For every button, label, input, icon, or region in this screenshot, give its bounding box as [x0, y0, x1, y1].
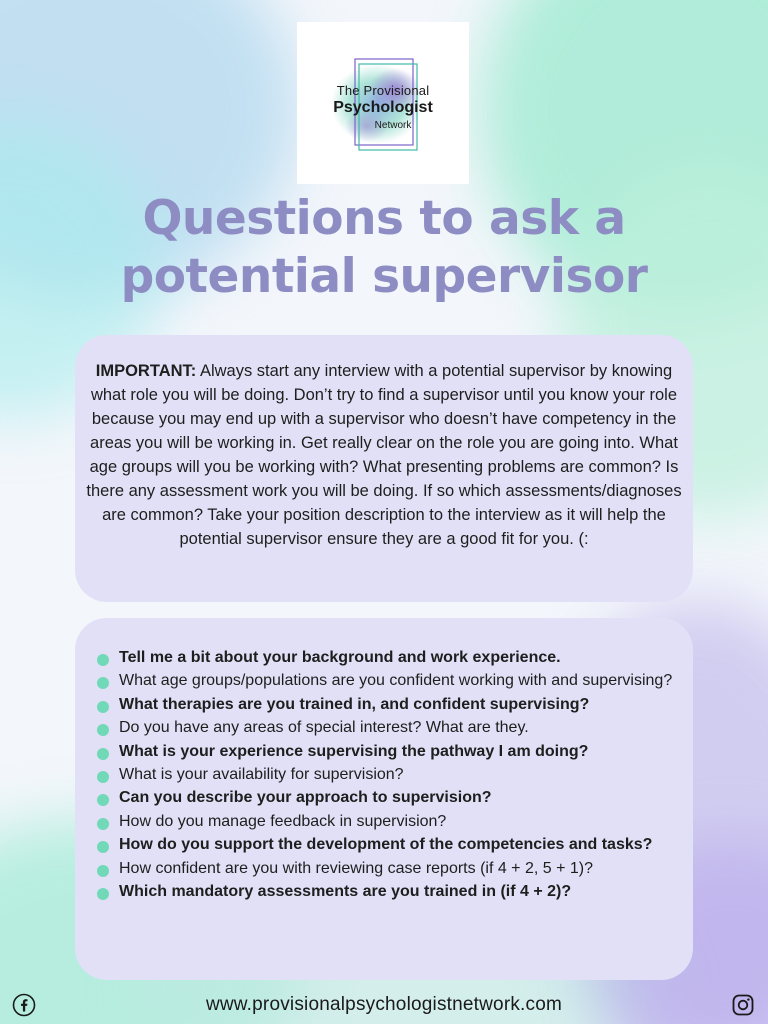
bullet-dot-icon	[97, 818, 109, 830]
question-text: How do you support the development of the competencies and tasks?	[119, 836, 653, 854]
question-text: How do you manage feedback in supervision?	[119, 812, 447, 830]
important-label: IMPORTANT:	[95, 362, 197, 380]
title-line-1: Questions to ask a	[142, 191, 626, 246]
question-text: How confident are you with reviewing case reports (if 4 + 2, 5 + 1)?	[119, 859, 594, 877]
question-text: Do you have any areas of special interest? What are they.	[119, 719, 529, 737]
questions-panel	[75, 618, 693, 980]
question-item	[97, 810, 683, 833]
bullet-dot-icon	[97, 865, 109, 877]
questions-list	[75, 618, 693, 903]
bullet-dot-icon	[97, 771, 109, 783]
bullet-dot-icon	[97, 794, 109, 806]
question-item	[97, 646, 683, 669]
question-item	[97, 857, 683, 880]
title-line-2: potential supervisor	[120, 249, 648, 304]
bullet-dot-icon	[97, 701, 109, 713]
question-item	[97, 716, 683, 739]
bullet-dot-icon	[97, 724, 109, 736]
bullet-dot-icon	[97, 888, 109, 900]
question-item	[97, 693, 683, 716]
question-text: Can you describe your approach to supervision?	[119, 789, 492, 807]
logo-line-1: The Provisional	[336, 83, 430, 98]
important-note-panel	[75, 335, 693, 602]
important-note	[75, 335, 693, 551]
question-item	[97, 763, 683, 786]
bullet-dot-icon	[97, 677, 109, 689]
logo-line-3: Network	[374, 120, 412, 131]
bullet-dot-icon	[97, 841, 109, 853]
page-title	[0, 190, 768, 306]
website-link[interactable]: www.provisionalpsychologistnetwork.com	[205, 994, 563, 1015]
question-text: Tell me a bit about your background and work experience.	[119, 649, 561, 666]
logo-line-2: Psychologist	[333, 99, 433, 116]
logo	[297, 22, 469, 184]
instagram-icon[interactable]	[731, 993, 755, 1017]
question-item	[97, 669, 683, 692]
question-text: What age groups/populations are you confident working with and supervising?	[119, 672, 673, 690]
bullet-dot-icon	[97, 654, 109, 666]
question-text: Which mandatory assessments are you trained in (if 4 + 2)?	[119, 883, 572, 901]
bullet-dot-icon	[97, 748, 109, 760]
question-text: What is your availability for supervision?	[119, 766, 404, 784]
important-text: Always start any interview with a potential supervisor by knowing what role you will be doing. Don’t try to find a supervisor until you know your role because you may end up with a supervisor who doesn’t have competency in the areas you will be working in. Get really clear on the role you are going into. What age groups will you be working with? What presenting problems are common? Is there any assessment work you will be doing. If so which assessments/diagnoses are common? Take your position description to the interview as it will help the potential supervisor ensure they are a good fit for you. (:	[86, 362, 682, 548]
question-item	[97, 786, 683, 809]
question-text: What therapies are you trained in, and confident supervising?	[119, 695, 590, 713]
question-item	[97, 740, 683, 763]
question-text: What is your experience supervising the pathway I am doing?	[119, 742, 589, 760]
question-item	[97, 833, 683, 856]
question-item	[97, 880, 683, 903]
